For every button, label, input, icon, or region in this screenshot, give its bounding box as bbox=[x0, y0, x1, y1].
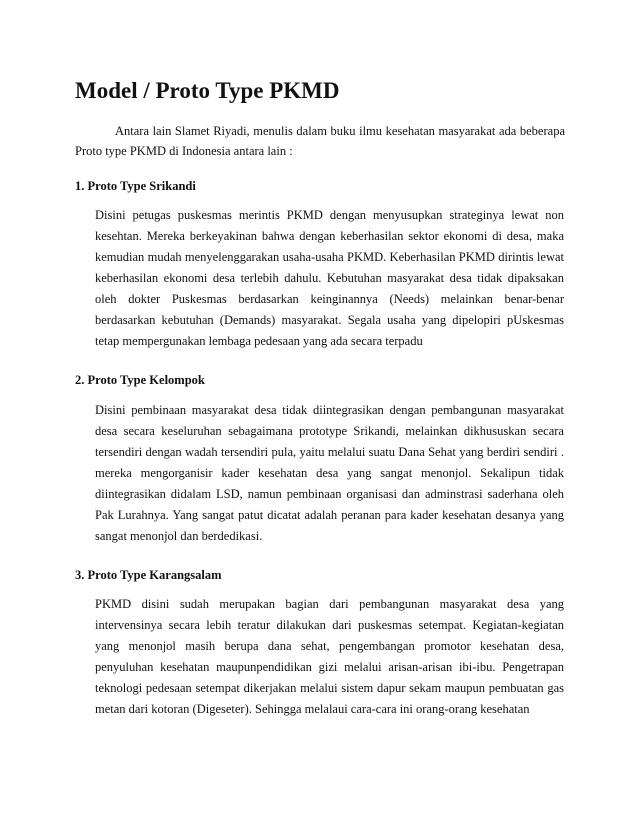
section-body-srikandi: Disini petugas puskesmas merintis PKMD dengan menyusupkan strateginya lewat non kesehtan. Mereka berkeyakinan bahwa dengan keberhasilan sektor ekonomi di desa, maka kemudian mudah menyelenggarakan usaha-usaha PKMD. Keberhasilan PKMD dirintis lewat keberhasilan ekonomi desa terlebih dahulu. Kebutuhan masyarakat desa tidak dipaksakan oleh dokter Puskesmas berdasarkan keinginannya (Needs) melainkan benar-benar berdasarkan kebutuhan (Demands) masyarakat. Segala usaha yang dipelopiri pUskesmas tetap mempergunakan lembaga pedesaan yang ada secara terpadu bbox=[95, 208, 564, 348]
intro-paragraph: Antara lain Slamet Riyadi, menulis dalam buku ilmu kesehatan masyarakat ada beberapa Proto type PKMD di Indonesia antara lain : bbox=[75, 124, 565, 158]
section-body-karangsalam: PKMD disini sudah merupakan bagian dari pembangunan masyarakat desa yang intervensinya secara lebih teratur dilakukan dari puskesmas setempat. Kegiatan-kegiatan yang menonjol masih berupa dana sehat, pengembangan promotor kesehatan desa, penyuluhan kesehatan maupunpendidikan gizi melalui arisan-arisan ibi-ibu. Pengetrapan teknologi pedesaan setempat dikerjakan melalui sistem dapur sekam maupun pembuatan gas metan dari kotoran (Digeseter). Sehingga melalaui cara-cara ini orang-orang kesehatan bbox=[95, 597, 564, 716]
section-heading-srikandi: 1. Proto Type Srikandi bbox=[75, 179, 196, 193]
section-heading-karangsalam: 3. Proto Type Karangsalam bbox=[75, 568, 222, 582]
section-heading-kelompok: 2. Proto Type Kelompok bbox=[75, 373, 205, 387]
page-title: Model / Proto Type PKMD bbox=[75, 78, 340, 103]
section-body-kelompok: Disini pembinaan masyarakat desa tidak diintegrasikan dengan pembangunan masyarakat desa secara keseluruhan sebagaimana prototype Srikandi, melainkan dikhususkan secara tersendiri dengan wadah tersendiri pula, yaitu melalui suatu Dana Sehat yang berdiri sendiri . mereka mengorganisir kader kesehatan desa yang sangat menonjol. Sekalipun tidak diintegrasikan didalam LSD, namun pembinaan organisasi dan adminstrasi saderhana oleh Pak Lurahnya. Yang sangat patut dicatat adalah peranan para kader kesehatan desanya yang sangat menonjol dan berdedikasi. bbox=[95, 403, 564, 543]
